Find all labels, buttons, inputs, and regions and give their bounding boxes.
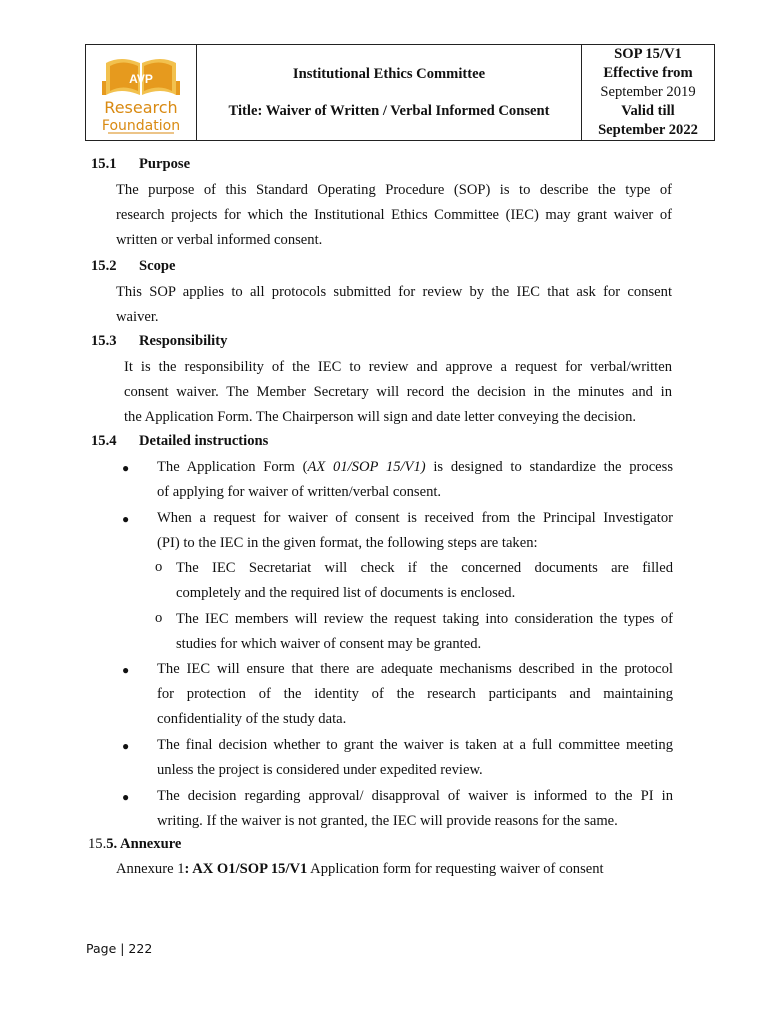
bullet-3-text: [157, 657, 673, 733]
sop-code: SOP 15/V1: [614, 46, 682, 62]
text-line: completely and the required list of documents is enclosed.: [176, 585, 516, 602]
bullet-marker: ●: [122, 739, 130, 753]
form-reference: : AX O1/SOP 15/V1: [184, 861, 308, 877]
text-fragment: is designed to standardize the process: [425, 459, 674, 475]
text-line: The IEC will ensure that there are adequate mechanisms described in the protocol: [157, 661, 673, 677]
header-table: [85, 44, 715, 141]
section-title: Purpose: [139, 156, 191, 172]
section-title: Detailed instructions: [139, 433, 269, 449]
text-fragment: The Application Form (: [157, 459, 308, 475]
section-title: Responsibility: [139, 333, 228, 349]
form-reference: AX 01/SOP 15/V1): [307, 459, 426, 475]
text-line: confidentiality of the study data.: [157, 711, 347, 728]
committee-name: Institutional Ethics Committee: [292, 65, 486, 82]
text-line: for protection of the identity of the research participants and maintaining: [157, 686, 673, 703]
effective-date: September 2019: [600, 84, 696, 100]
text-line: The IEC Secretariat will check if the concerned documents are filled: [176, 560, 673, 576]
logo-line2: Foundation: [101, 117, 181, 134]
section-heading-scope: [91, 258, 175, 275]
effective-label: Effective from: [603, 65, 693, 81]
sub-bullet-2-text: [176, 607, 673, 657]
sub-bullet-1-text: [176, 556, 673, 606]
text-line: The IEC members will review the request taking into consideration the types of: [176, 611, 673, 627]
page-number: Page | 222: [86, 941, 153, 956]
section-title: 5. Annexure: [106, 836, 182, 852]
text-line: [157, 455, 673, 480]
responsibility-paragraph: [124, 355, 672, 431]
text-line: of applying for waiver of written/verbal consent.: [157, 484, 442, 501]
text-line: The decision regarding approval/ disapproval of waiver is informed to the PI in: [157, 788, 673, 804]
sop-info-cell: [582, 45, 715, 141]
text-fragment: Annexure 1: [116, 861, 185, 877]
text-line: The final decision whether to grant the waiver is taken at a full committee meeting: [157, 737, 673, 753]
section-heading-annexure: [88, 836, 181, 853]
section-number: 15.4: [91, 433, 117, 449]
text-line: consent waiver. The Member Secretary will record the decision in the minutes and in: [124, 384, 672, 401]
bullet-marker: ●: [122, 663, 130, 677]
text-fragment: Application form for requesting waiver of consent: [307, 861, 604, 877]
text-line: When a request for waiver of consent is received from the Principal Investigator: [157, 510, 673, 526]
section-number: 15.2: [91, 258, 117, 274]
logo-line1: Research: [104, 97, 178, 117]
text-line: the Application Form. The Chairperson will sign and date letter conveying the decision.: [124, 409, 637, 426]
section-title: Scope: [139, 258, 176, 274]
section-heading-instructions: [91, 433, 268, 450]
text-line: writing. If the waiver is not granted, the IEC will provide reasons for the same.: [157, 813, 618, 830]
section-heading-purpose: [91, 156, 190, 173]
research-foundation-logo: [96, 51, 186, 135]
sub-bullet-marker: o: [155, 610, 163, 626]
scope-paragraph: [116, 280, 672, 330]
bullet-marker: ●: [122, 461, 130, 475]
bullet-1-text: [157, 455, 673, 505]
text-line: (PI) to the IEC in the given format, the following steps are taken:: [157, 535, 538, 552]
sub-bullet-marker: o: [155, 559, 163, 575]
bullet-4-text: [157, 733, 673, 783]
valid-label: Valid till: [621, 103, 675, 119]
title-cell: [197, 45, 582, 141]
bullet-2-text: [157, 506, 673, 556]
bullet-5-text: [157, 784, 673, 834]
text-line: waiver.: [116, 309, 159, 326]
text-line: studies for which waiver of consent may be granted.: [176, 636, 482, 653]
logo-mark: AVP: [129, 71, 153, 86]
text-line: unless the project is considered under expedited review.: [157, 762, 483, 779]
section-number: 15.3: [91, 333, 117, 349]
text-line: written or verbal informed consent.: [116, 232, 323, 249]
document-title: Title: Waiver of Written / Verbal Informed Consent: [228, 102, 550, 119]
section-number: 15.1: [91, 156, 117, 172]
bullet-marker: ●: [122, 790, 130, 804]
text-line: It is the responsibility of the IEC to review and approve a request for verbal/written: [124, 359, 672, 375]
section-heading-responsibility: [91, 333, 227, 350]
logo-cell: [86, 45, 197, 141]
text-line: This SOP applies to all protocols submitted for review by the IEC that ask for consent: [116, 284, 672, 300]
bullet-marker: ●: [122, 512, 130, 526]
valid-date: September 2022: [598, 122, 698, 138]
annexure-line: [116, 861, 604, 878]
text-line: research projects for which the Institutional Ethics Committee (IEC) may grant waiver of: [116, 207, 672, 224]
purpose-paragraph: [116, 178, 672, 254]
text-line: The purpose of this Standard Operating Procedure (SOP) is to describe the type of: [116, 182, 672, 198]
section-number: 15.: [88, 836, 107, 852]
